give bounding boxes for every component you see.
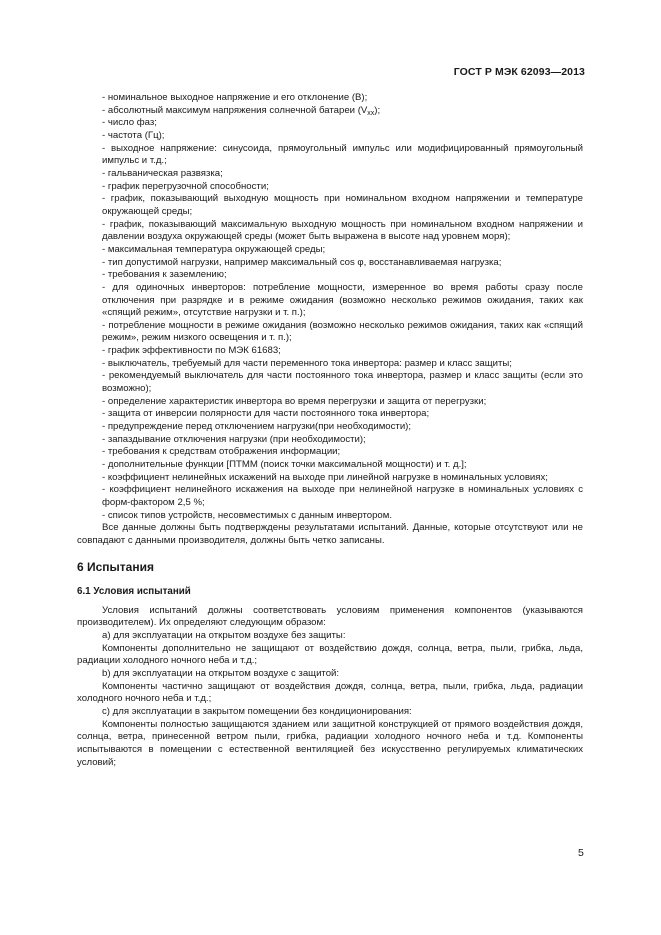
condition-c-text: Компоненты полностью защищаются зданием или защитной конструкцией от прямого воздействия дождя, солнца, ветра, принесенной ветром пыли, грибка, радиации холодного ночного неба и т.д. Компоненты испытываются в помещении с естественной вентиляцией без искусственно регулируемых климатических условий; (77, 718, 583, 768)
condition-a-text: Компоненты дополнительно не защищают от воздействию дождя, солнца, ветра, пыли, грибка, льда, радиации холодного ночного неба и т.д.; (77, 642, 583, 667)
list-item: - для одиночных инверторов: потребление мощности, измеренное во время работы сразу после отключения при разрядке и в режиме ожидания (возможно несколько режимов ожидания, таких как «спящий режим», отсутствие нагрузки и т. п.); (102, 281, 583, 319)
list-item: - требования к заземлению; (102, 269, 227, 281)
condition-c-title: с) для эксплуатации в закрытом помещении без кондиционирования: (102, 705, 412, 717)
list-item: - график эффективности по МЭК 61683; (102, 345, 281, 357)
list-item: - график, показывающий выходную мощность при номинальном входном напряжении и температуре окружающей среды; (102, 193, 583, 217)
list-item: - рекомендуемый выключатель для части постоянного тока инвертора, размер и класс защиты (если это возможно); (102, 370, 583, 395)
voc-subscript: хх (367, 109, 375, 117)
list-item: - список типов устройств, несовместимых с данным инвертором. (102, 509, 392, 521)
list-item-tail: ); (374, 104, 381, 116)
list-item: - коэффициент нелинейного искажения на выходе при нелинейной нагрузке в номинальных условиях с форм-фактором 2,5 %; (102, 484, 583, 508)
list-item: - гальваническая развязка; (102, 167, 223, 179)
list-item: - выходное напряжение: синусоида, прямоугольный импульс или модифицированный прямоугольный импульс и т.д.; (102, 142, 583, 167)
list-item-text: - абсолютный максимум напряжения солнечной батареи (V (102, 104, 368, 116)
subsection-heading: 6.1 Условия испытаний (77, 585, 191, 597)
list-item (102, 105, 583, 118)
condition-a-title: а) для эксплуатации на открытом воздухе без защиты: (102, 629, 346, 641)
section-heading: 6 Испытания (77, 559, 154, 574)
list-item: - потребление мощности в режиме ожидания (возможно несколько режимов ожидания, таких как «спящий режим», режим низкого освещения и т. п.); (102, 319, 583, 344)
list-item: - частота (Гц); (102, 129, 165, 141)
list-item: - выключатель, требуемый для части переменного тока инвертора: размер и класс защиты; (102, 357, 512, 369)
condition-b-text: Компоненты частично защищают от воздействия дождя, солнца, ветра, пыли, грибка, льда, радиации холодного ночного неба и т.д.; (77, 680, 583, 705)
list-item: - график перегрузочной способности; (102, 180, 269, 192)
list-item: - число фаз; (102, 117, 157, 129)
list-item: - требования к средствам отображения информации; (102, 446, 341, 458)
list-item: - запаздывание отключения нагрузки (при необходимости); (102, 433, 366, 445)
summary-paragraph: Все данные должны быть подтверждены результатами испытаний. Данные, которые отсутствуют или не совпадают с данными производителя, должны быть четко записаны. (77, 522, 583, 546)
list-item: - номинальное выходное напряжение и его отклонение (В); (102, 92, 368, 103)
list-item: - предупреждение перед отключением нагрузки(при необходимости); (102, 421, 412, 433)
list-item: - максимальная температура окружающей среды; (102, 243, 326, 255)
page-number: 5 (578, 847, 584, 859)
list-item: - дополнительные функции [ПТММ (поиск точки максимальной мощности) и т. д.]; (102, 459, 467, 471)
conditions-intro: Условия испытаний должны соответствовать условиям применения компонентов (указываются производителем). Их определяют следующим образом: (77, 604, 583, 629)
list-item: - коэффициент нелинейных искажений на выходе при линейной нагрузке в номинальных условиях; (102, 471, 548, 483)
list-item: - определение характеристик инвертора во время перегрузки и защита от перегрузки; (102, 395, 487, 407)
document-code-header: ГОСТ Р МЭК 62093—2013 (453, 66, 585, 78)
page-content (77, 92, 583, 769)
condition-b-title: b) для эксплуатации на открытом воздухе с защитой: (102, 667, 340, 679)
list-item: - тип допустимой нагрузки, например максимальный cos φ, восстанавливаемая нагрузка; (102, 256, 502, 268)
list-item: - защита от инверсии полярности для части постоянного тока инвертора; (102, 408, 430, 420)
list-item: - график, показывающий максимальную выходную мощность при номинальном входном напряжении и давлении воздуха окружающей среды (может быть выражена в высоте над уровнем моря); (102, 218, 583, 243)
